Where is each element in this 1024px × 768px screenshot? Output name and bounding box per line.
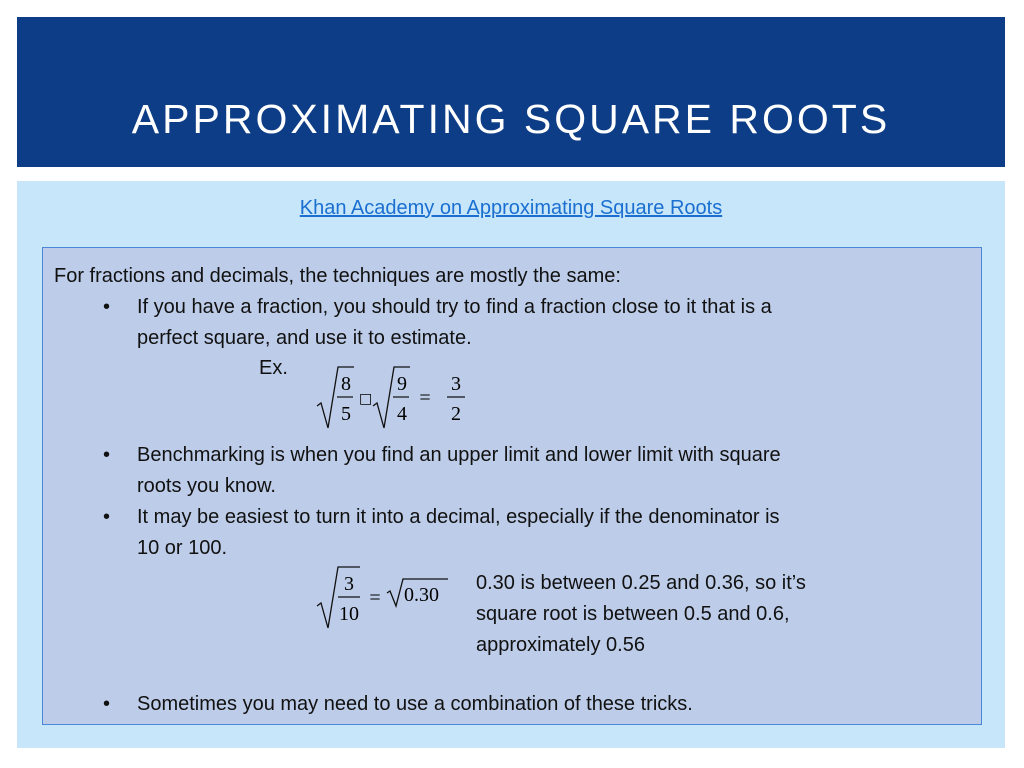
slide-title: APPROXIMATING SQUARE ROOTS [131, 96, 891, 142]
bullet-2-line-1: Benchmarking is when you find an upper limit and lower limit with square [137, 444, 781, 466]
equals-sign: = [419, 387, 431, 409]
title-bar [17, 17, 1005, 167]
bullet-3-line-2: 10 or 100. [137, 537, 228, 559]
fraction-1-denominator: 5 [341, 403, 351, 425]
intro-text: For fractions and decimals, the techniques are mostly the same: [54, 265, 621, 287]
bullet-4-line-1: Sometimes you may need to use a combination of these tricks. [137, 693, 693, 715]
fraction-2-numerator: 9 [397, 373, 407, 395]
explanation-line-2: square root is between 0.5 and 0.6, [476, 603, 790, 625]
techniques-box [42, 247, 982, 725]
fraction-3-denominator: 2 [451, 403, 461, 425]
explanation-line-1: 0.30 is between 0.25 and 0.36, so it’s [476, 572, 806, 594]
decimal-value: 0.30 [404, 584, 439, 606]
sqrt-decimal-example [315, 566, 455, 632]
khan-academy-link[interactable]: Khan Academy on Approximating Square Roots [299, 197, 723, 219]
bullet-1-line-2: perfect square, and use it to estimate. [137, 327, 472, 349]
bullet-marker: • [103, 444, 111, 466]
bullet-marker: • [103, 693, 111, 715]
sqrt-fraction-example [315, 366, 475, 432]
decimal-fraction-denominator: 10 [339, 603, 359, 625]
content-panel [17, 181, 1005, 748]
fraction-1-numerator: 8 [341, 373, 351, 395]
fraction-3-numerator: 3 [451, 373, 461, 395]
bullet-marker: • [103, 296, 111, 318]
fraction-2-denominator: 4 [397, 403, 407, 425]
approx-symbol: □ [359, 391, 373, 407]
explanation-line-3: approximately 0.56 [476, 634, 645, 656]
example-label: Ex. [259, 357, 288, 379]
bullet-2-line-2: roots you know. [137, 475, 276, 497]
bullet-marker: • [103, 506, 111, 528]
bullet-3-line-1: It may be easiest to turn it into a decimal, especially if the denominator is [137, 506, 780, 528]
decimal-fraction-numerator: 3 [344, 573, 354, 595]
bullet-1-line-1: If you have a fraction, you should try to find a fraction close to it that is a [137, 296, 772, 318]
equals-sign: = [369, 587, 381, 609]
